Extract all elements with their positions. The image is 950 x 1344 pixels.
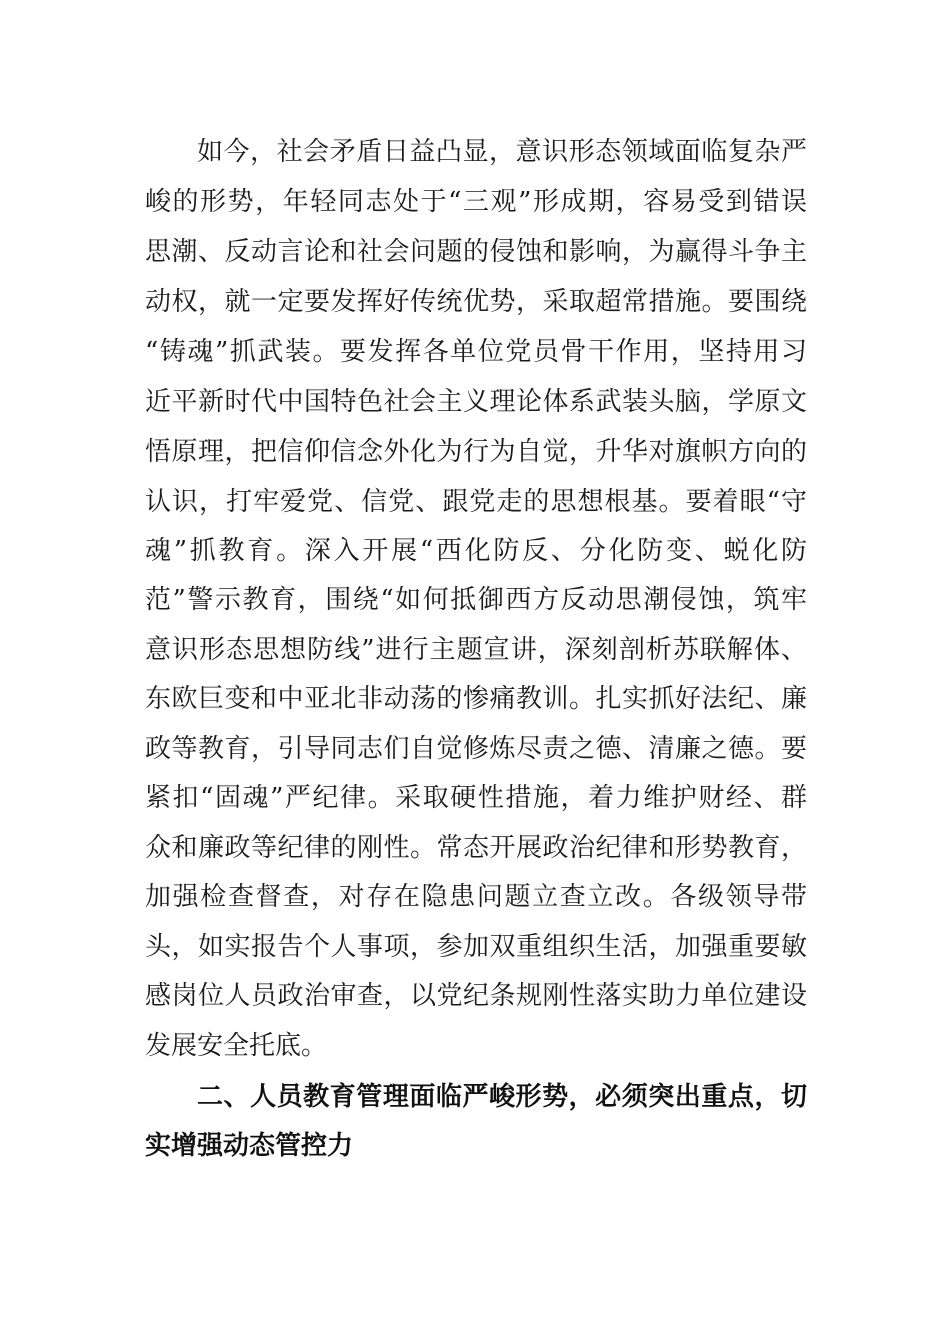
paragraph-line: 峻的形势，年轻同志处于“三观”形成期，容易受到错误 bbox=[145, 187, 807, 217]
section-heading-line: 实增强动态管控力 bbox=[145, 1131, 354, 1161]
paragraph-line: 认识，打牢爱党、信党、跟党走的思想根基。要着眼“守 bbox=[145, 487, 807, 517]
paragraph-line: 紧扣“固魂”严纪律。采取硬性措施，着力维护财经、群 bbox=[145, 783, 807, 813]
paragraph-line: 思潮、反动言论和社会问题的侵蚀和影响，为赢得斗争主 bbox=[145, 237, 807, 267]
paragraph-line: 头，如实报告个人事项，参加双重组织生活，加强重要敏 bbox=[145, 932, 807, 962]
paragraph-line: 如今，社会矛盾日益凸显，意识形态领域面临复杂严 bbox=[197, 137, 807, 167]
paragraph-line: 东欧巨变和中亚北非动荡的惨痛教训。扎实抓好法纪、廉 bbox=[145, 684, 807, 714]
paragraph-line: 加强检查督查，对存在隐患问题立查立改。各级领导带 bbox=[145, 882, 807, 912]
paragraph-line: 意识形态思想防线”进行主题宣讲，深刻剖析苏联解体、 bbox=[145, 635, 807, 665]
paragraph-line: 众和廉政等纪律的刚性。常态开展政治纪律和形势教育， bbox=[145, 833, 807, 863]
paragraph-line: 范”警示教育，围绕“如何抵御西方反动思潮侵蚀，筑牢 bbox=[145, 585, 807, 615]
paragraph-line: 近平新时代中国特色社会主义理论体系武装头脑，学原文 bbox=[145, 387, 807, 417]
paragraph-line: 魂”抓教育。深入开展“西化防反、分化防变、蜕化防 bbox=[145, 536, 807, 566]
section-heading-line: 二、人员教育管理面临严峻形势，必须突出重点，切 bbox=[197, 1082, 807, 1112]
paragraph-line: 动权，就一定要发挥好传统优势，采取超常措施。要围绕 bbox=[145, 287, 807, 317]
paragraph-line: 政等教育，引导同志们自觉修炼尽责之德、清廉之德。要 bbox=[145, 734, 807, 764]
paragraph-line: 感岗位人员政治审查，以党纪条规刚性落实助力单位建设 bbox=[145, 981, 807, 1011]
paragraph-line: 悟原理，把信仰信念外化为行为自觉，升华对旗帜方向的 bbox=[145, 437, 807, 467]
paragraph-line: 发展安全托底。 bbox=[145, 1031, 328, 1061]
paragraph-line: “铸魂”抓武装。要发挥各单位党员骨干作用，坚持用习 bbox=[145, 337, 807, 367]
